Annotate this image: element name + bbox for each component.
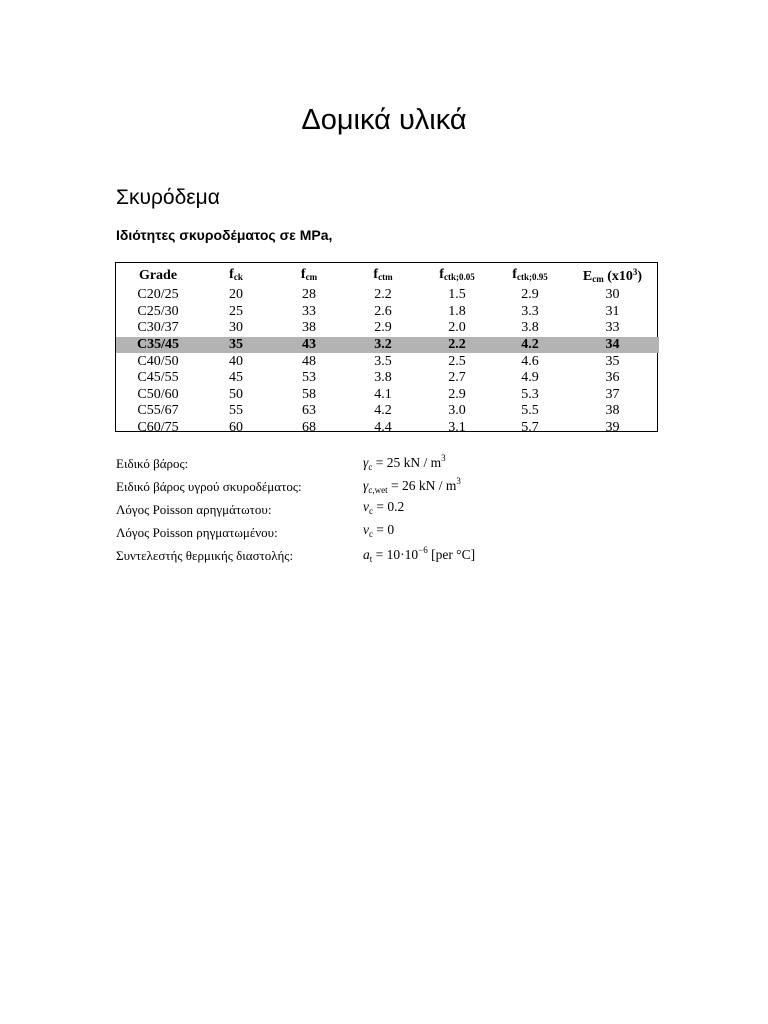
cell-fck: 35 xyxy=(200,337,272,354)
header-fctm: $f_{ctm}$ xyxy=(373,266,393,282)
cell-ecm: 37 xyxy=(605,386,620,402)
cell-ecm: 33 xyxy=(605,320,620,336)
formula-value: = 0.2 xyxy=(373,499,405,514)
cell-fctk-095: 5.5 xyxy=(521,403,539,419)
cell-fctm: 4.2 xyxy=(374,403,392,419)
table-header-row xyxy=(116,263,659,287)
formula-subscript: c xyxy=(369,506,373,516)
cell-ecm: 34 xyxy=(566,337,659,354)
table-row xyxy=(116,387,659,404)
cell-grade: C25/30 xyxy=(137,303,179,319)
property-row xyxy=(116,522,676,545)
cell-grade: C35/45 xyxy=(116,337,200,354)
cell-fctm: 2.2 xyxy=(374,287,392,303)
cell-ecm: 36 xyxy=(605,370,620,386)
formula-superscript: 3 xyxy=(456,476,461,486)
cell-grade: C45/55 xyxy=(137,370,179,386)
table-row xyxy=(116,403,659,420)
cell-fctk-095: 3.8 xyxy=(521,320,539,336)
cell-fck: 60 xyxy=(229,420,243,436)
cell-fctk-005: 2.2 xyxy=(420,337,494,354)
formula-superscript: −6 xyxy=(418,545,428,555)
cell-fctk-095: 4.2 xyxy=(494,337,566,354)
formula-symbol: γ xyxy=(363,478,369,493)
cell-fcm: 48 xyxy=(302,353,316,369)
formula-value: = 26 kN / m xyxy=(387,478,457,493)
concrete-properties-table xyxy=(115,262,658,436)
properties-table xyxy=(116,263,659,436)
formula-symbol: ν xyxy=(363,522,369,537)
page-title: Δομικά υλικά xyxy=(301,104,467,136)
property-label: Ειδικό βάρος υγρού σκυροδέματος: xyxy=(116,479,302,494)
cell-ecm: 31 xyxy=(605,303,620,319)
cell-fctk-095: 5.7 xyxy=(521,420,539,436)
cell-fctm: 3.2 xyxy=(346,337,420,354)
cell-fcm: 28 xyxy=(302,287,316,303)
section-title: Σκυρόδεμα xyxy=(116,186,220,209)
header-ecm: $E_{cm}$ $(x10^3)$ xyxy=(582,267,643,284)
cell-fctm: 3.8 xyxy=(374,370,392,386)
table-row xyxy=(116,287,659,304)
formula-subscript: c xyxy=(368,462,373,472)
material-properties-list xyxy=(116,453,676,568)
property-formula xyxy=(363,453,446,472)
header-fcm: $f_{cm}$ xyxy=(300,266,318,282)
cell-grade: C50/60 xyxy=(137,386,179,402)
table-caption: Ιδιότητες σκυροδέματος σε MPa, xyxy=(116,227,333,243)
formula-subscript: t xyxy=(369,554,373,564)
cell-ecm: 30 xyxy=(605,287,620,303)
cell-fctk-095: 4.6 xyxy=(521,353,539,369)
property-label: Συντελεστής θερμικής διαστολής: xyxy=(116,548,294,563)
cell-fctk-005: 2.9 xyxy=(448,386,466,402)
table-row xyxy=(116,353,659,370)
property-row xyxy=(116,476,676,499)
formula-subscript: c xyxy=(369,529,373,539)
formula-symbol: γ xyxy=(363,455,369,470)
property-row xyxy=(116,453,676,476)
cell-ecm: 35 xyxy=(605,353,620,369)
table-row xyxy=(116,370,659,387)
cell-fck: 20 xyxy=(229,287,243,303)
cell-fck: 55 xyxy=(229,403,243,419)
formula-value: = 10·10 xyxy=(372,547,419,562)
cell-grade: C55/67 xyxy=(137,403,179,419)
header-fctk-095: $f_{ctk;0.95}$ xyxy=(512,266,548,282)
cell-fctm: 2.6 xyxy=(374,303,392,319)
cell-fck: 40 xyxy=(229,353,243,369)
cell-fctm: 2.9 xyxy=(374,320,392,336)
cell-fcm: 38 xyxy=(302,320,316,336)
cell-fctk-095: 2.9 xyxy=(521,287,539,303)
formula-symbol: a xyxy=(363,547,370,562)
formula-subscript: c,wet xyxy=(368,485,388,495)
cell-fctk-095: 5.3 xyxy=(521,386,539,402)
property-formula xyxy=(363,499,404,516)
cell-ecm: 39 xyxy=(605,420,620,436)
cell-grade: C40/50 xyxy=(137,353,179,369)
cell-grade: C30/37 xyxy=(137,320,179,336)
property-row xyxy=(116,545,676,568)
table-row xyxy=(116,320,659,337)
header-grade: Grade xyxy=(138,267,178,283)
cell-fctk-095: 4.9 xyxy=(521,370,539,386)
cell-fctk-005: 2.5 xyxy=(448,353,466,369)
cell-fctm: 3.5 xyxy=(374,353,392,369)
cell-fcm: 63 xyxy=(302,403,316,419)
formula-value: = 0 xyxy=(373,522,395,537)
cell-fck: 30 xyxy=(229,320,243,336)
cell-grade: C60/75 xyxy=(137,420,179,436)
cell-ecm: 38 xyxy=(605,403,620,419)
table-body xyxy=(116,287,659,436)
header-fctk-005: $f_{ctk;0.05}$ xyxy=(439,266,475,282)
cell-fcm: 43 xyxy=(272,337,346,354)
cell-fcm: 33 xyxy=(302,303,316,319)
property-formula xyxy=(363,476,461,495)
cell-fctm: 4.4 xyxy=(374,420,392,436)
cell-fctk-005: 1.8 xyxy=(448,303,466,319)
cell-fctk-095: 3.3 xyxy=(521,303,539,319)
table-row xyxy=(116,420,659,437)
cell-fcm: 58 xyxy=(302,386,316,402)
cell-fcm: 53 xyxy=(302,370,316,386)
property-label: Ειδικό βάρος: xyxy=(116,456,189,471)
table-row xyxy=(116,304,659,321)
cell-grade: C20/25 xyxy=(137,287,179,303)
cell-fctk-005: 1.5 xyxy=(448,287,466,303)
cell-fck: 25 xyxy=(229,303,243,319)
property-label: Λόγος Poisson αρηγμάτωτου: xyxy=(116,502,272,517)
table-row xyxy=(116,337,659,354)
formula-superscript: 3 xyxy=(441,453,446,463)
cell-fctk-005: 3.1 xyxy=(448,420,466,436)
formula-value: = 25 kN / m xyxy=(372,455,442,470)
property-formula xyxy=(363,522,394,539)
header-fck: $f_{ck}$ xyxy=(229,266,243,282)
formula-unit: [per °C] xyxy=(427,547,476,562)
property-formula xyxy=(363,545,475,564)
cell-fctk-005: 3.0 xyxy=(448,403,466,419)
property-label: Λόγος Poisson ρηγματωμένου: xyxy=(116,525,278,540)
cell-fctk-005: 2.7 xyxy=(448,370,466,386)
cell-fctm: 4.1 xyxy=(374,386,392,402)
property-row xyxy=(116,499,676,522)
cell-fctk-005: 2.0 xyxy=(448,320,466,336)
cell-fcm: 68 xyxy=(302,420,316,436)
cell-fck: 45 xyxy=(229,370,243,386)
formula-symbol: ν xyxy=(363,499,369,514)
cell-fck: 50 xyxy=(229,386,243,402)
